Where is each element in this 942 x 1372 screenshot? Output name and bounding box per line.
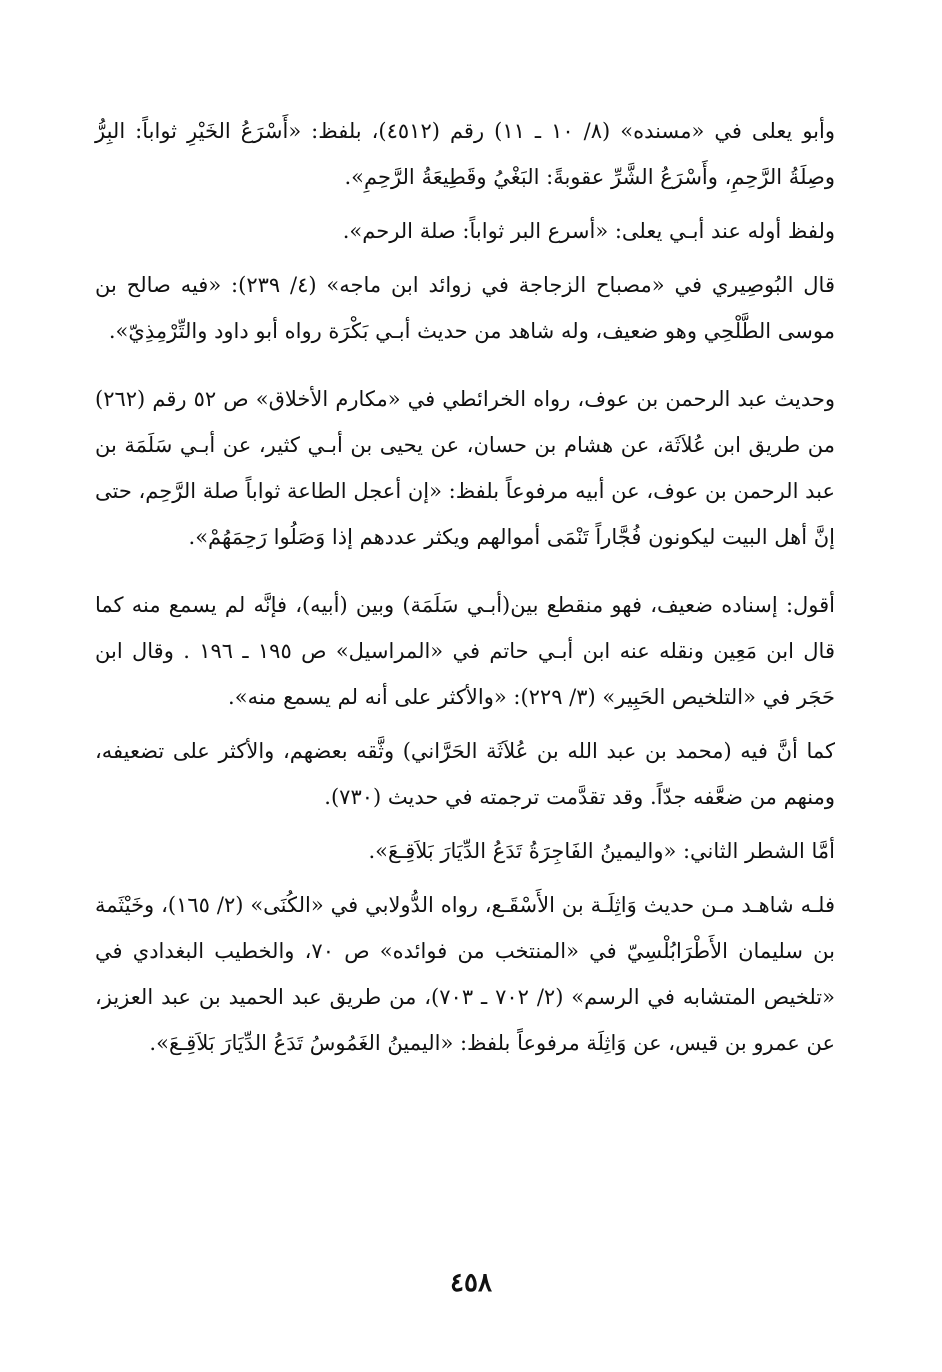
paragraph-busiri-quote: قال البُوصِيري في «مصباح الزجاجة في زوائد ابن ماجه» (٤/ ٢٣٩): «فيه صالح بن موسى الطَّلْحِي وهو ضعيف، وله شاهد من حديث أبـي بَكْرَة رواه أبو داود والتِّرْمِذِيّ».	[95, 273, 835, 343]
paragraph-abu-yala-wording: ولفظ أوله عند أبـي يعلى: «أسرع البر ثواباً: صلة الرحم».	[342, 219, 835, 243]
paragraph-ibn-ulatha: كما أنَّ فيه (محمد بن عبد الله بن عُلاَثَة الحَرَّاني) وثَّقه بعضهم، والأكثر على تضعيفه، ومنهم من ضعَّفه جدّاً. وقد تقدَّمت ترجمته في حديث (٧٣٠).	[95, 739, 835, 809]
page-body	[95, 108, 835, 1066]
paragraph-wathila-witness: فلـه شاهـد مـن حديث وَاثِلَـة بن الأَسْقَـع، رواه الدُّولابي في «الكُنَى» (٢/ ١٦٥)، وخَيْثَمة بن سليمان الأَطْرَابُلْسِيّ في «المنتخب من فوائده» ص ٧٠، والخطيب البغدادي في «تلخيص المتشابه في الرسم» (٢/ ٧٠٢ ـ ٧٠٣)، من طريق عبد الحميد بن عبد العزيز، عن عمرو بن قيس، عن وَاثِلَة مرفوعاً بلفظ: «اليمينُ الغَمُوسُ تَدَعُ الدِّيَارَ بَلاَقِـعَ».	[95, 893, 835, 1055]
paragraph-isnad-assessment: أقول: إسناده ضعيف، فهو منقطع بين(أبـي سَلَمَة) وبين (أبيه)، فإنَّه لم يسمع منه كما قال ابن مَعِين ونقله عنه ابن أبـي حاتم في «المراسيل» ص ١٩٥ ـ ١٩٦ . وقال ابن حَجَر في «التلخيص الحَبِير» (٣/ ٢٢٩): «والأكثر على أنه لم يسمع منه».	[95, 593, 835, 709]
paragraph-abu-yala-musnad: وأبو يعلى في «مسنده» (٨/ ١٠ ـ ١١) رقم (٤٥١٢)، بلفظ: «أَسْرَعُ الخَيْرِ ثواباً: البِرُّ وصِلَةُ الرَّحِمِ، وأَسْرَعُ الشَّرِّ عقوبةً: البَغْيُ وقَطِيعَةُ الرَّحِمِ».	[95, 119, 835, 189]
paragraph-abdulrahman-hadith: وحديث عبد الرحمن بن عوف، رواه الخرائطي في «مكارم الأخلاق» ص ٥٢ رقم (٢٦٢) من طريق ابن عُلاَثَة، عن هشام بن حسان، عن يحيى بن أبـي كثير، عن أبـي سَلَمَة بن عبد الرحمن بن عوف، عن أبيه مرفوعاً بلفظ: «إن أعجل الطاعة ثواباً صلة الرَّحِم، حتى إنَّ أهل البيت ليكونون فُجَّاراً تَنْمَى أموالهم ويكثر عددهم إذا وَصَلُوا رَحِمَهُمْ».	[95, 387, 835, 549]
paragraph-second-part: أمَّا الشطر الثاني: «واليمينُ الفَاجِرَةُ تَدَعُ الدِّيَارَ بَلاَقِـعَ».	[368, 839, 835, 863]
page-number: ٤٥٨	[450, 1268, 492, 1298]
